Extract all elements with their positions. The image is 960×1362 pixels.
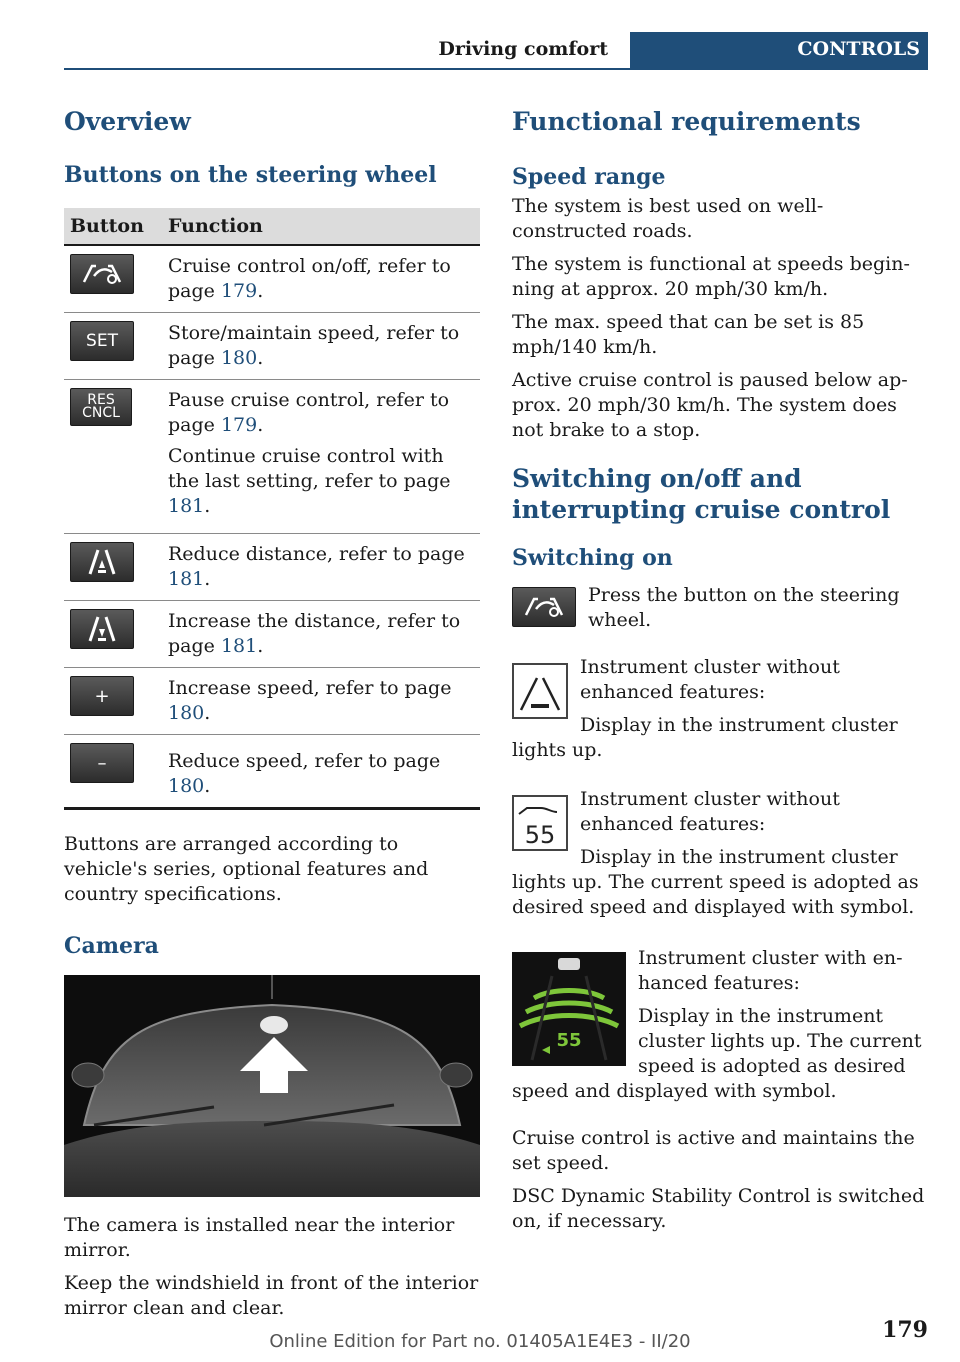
page-link[interactable]: 179 <box>220 280 258 302</box>
speed-text-3: The max. speed that can be set is 85 mph/140 km/h. <box>512 311 865 358</box>
row-function-text: Continue cruise control with the last setting, refer to page <box>168 445 451 492</box>
punct: . <box>257 414 264 436</box>
punct: . <box>257 347 264 369</box>
table-row <box>64 668 480 735</box>
page-link[interactable]: 180 <box>168 775 205 797</box>
speed-text-4: Active cruise control is paused below approx. 20 mph/30 km/h. The system does not brake to a stop. <box>512 369 908 441</box>
table-header-row <box>64 208 480 245</box>
table-row <box>64 534 480 601</box>
indicator-2-text-b: Display in the instrument cluster lights up. The current speed is adopted as desired speed and displayed with symbol. <box>512 846 919 918</box>
punct: . <box>257 280 264 302</box>
table-row <box>64 380 480 534</box>
row-function-text: Increase the distance, refer to page <box>168 610 461 657</box>
row-function-text: Reduce distance, refer to page <box>168 543 465 565</box>
indicator-3-text-b: Display in the instrument cluster lights up. The current speed is adopted as desired speed and displayed with symbol. <box>512 1005 922 1102</box>
punct: . <box>204 495 211 517</box>
left-column <box>64 106 480 1329</box>
table-row <box>64 735 480 809</box>
press-button-block <box>512 583 928 641</box>
active-text: Cruise control is active and maintains the set speed. <box>512 1127 915 1174</box>
table-row <box>64 601 480 668</box>
set-speed-indicator-icon <box>512 795 568 851</box>
camera-heading: Camera <box>64 933 159 959</box>
table-row <box>64 313 480 380</box>
camera-image <box>64 975 480 1197</box>
page-link[interactable]: 181 <box>168 568 205 590</box>
set-speed-value: 55 <box>524 821 556 849</box>
indicator-block-3 <box>512 946 928 1112</box>
cruise-control-icon <box>512 587 576 627</box>
distance-indicator-icon <box>512 663 568 719</box>
switching-on-heading: Switching on <box>512 545 673 571</box>
indicator-block-2 <box>512 787 928 928</box>
right-column <box>512 106 928 1242</box>
edition-footer: Online Edition for Part no. 01405A1E4E3 - II/20 <box>269 1331 691 1352</box>
row-function-text: Cruise control on/off, refer to page <box>168 255 451 302</box>
row-function-text: Reduce speed, refer to page <box>168 750 441 772</box>
table-row <box>64 245 480 313</box>
page-link[interactable]: 181 <box>220 635 258 657</box>
page-link[interactable]: 180 <box>220 347 258 369</box>
row-function-text: Increase speed, refer to page <box>168 677 452 699</box>
section-title: Driving comfort <box>438 38 608 60</box>
camera-text-2: Keep the windshield in front of the interior mirror clean and clear. <box>64 1272 479 1319</box>
row-function-text: Store/maintain speed, refer to page <box>168 322 460 369</box>
set-button-icon: SET <box>70 321 134 361</box>
increase-distance-icon <box>70 609 134 649</box>
page-link[interactable]: 179 <box>220 414 258 436</box>
punct: . <box>257 635 264 657</box>
cruise-control-icon <box>70 254 134 294</box>
column-header-button: Button <box>64 208 162 245</box>
punct: . <box>204 702 211 724</box>
buttons-heading: Buttons on the steering wheel <box>64 162 437 188</box>
arranged-note: Buttons are arranged according to vehicle's series, optional features and country specifications. <box>64 833 429 905</box>
header-rule <box>64 68 928 70</box>
hud-speed-value: 55 <box>556 1030 582 1051</box>
minus-button-icon: – <box>70 743 134 783</box>
row-function-text: Pause cruise control, refer to page <box>168 389 450 436</box>
indicator-2-text-a: Instrument cluster without enhanced features: <box>580 788 840 835</box>
dsc-text: DSC Dynamic Stability Control is switched on, if necessary. <box>512 1185 925 1232</box>
indicator-block-1 <box>512 655 928 771</box>
buttons-table <box>64 208 480 810</box>
overview-heading: Overview <box>64 107 191 136</box>
press-text: Press the button on the steering wheel. <box>588 584 900 631</box>
indicator-1-text-b: Display in the instrument cluster lights up. <box>512 714 898 761</box>
chapter-tab: CONTROLS <box>630 32 928 70</box>
reduce-distance-icon <box>70 542 134 582</box>
speed-text-2: The system is functional at speeds beginning at approx. 20 mph/30 km/h. <box>512 253 910 300</box>
speed-text-1: The system is best used on well-constructed roads. <box>512 195 824 242</box>
page-number: 179 <box>882 1317 928 1343</box>
punct: . <box>204 775 211 797</box>
switching-heading: Switching on/off and interrupting cruise control <box>512 464 891 524</box>
indicator-1-text-a: Instrument cluster without enhanced features: <box>580 656 840 703</box>
plus-button-icon: + <box>70 676 134 716</box>
punct: . <box>204 568 211 590</box>
indicator-3-text-a: Instrument cluster with enhanced features: <box>638 947 903 994</box>
page-header <box>64 32 928 70</box>
page-link[interactable]: 181 <box>168 495 205 517</box>
camera-text-1: The camera is installed near the interior mirror. <box>64 1214 455 1261</box>
column-header-function: Function <box>162 208 480 245</box>
speed-range-heading: Speed range <box>512 164 666 190</box>
functional-requirements-heading: Functional requirements <box>512 107 861 136</box>
page-link[interactable]: 180 <box>168 702 205 724</box>
enhanced-cluster-display-icon <box>512 952 626 1066</box>
res-cncl-button-icon: RES CNCL <box>70 388 132 426</box>
